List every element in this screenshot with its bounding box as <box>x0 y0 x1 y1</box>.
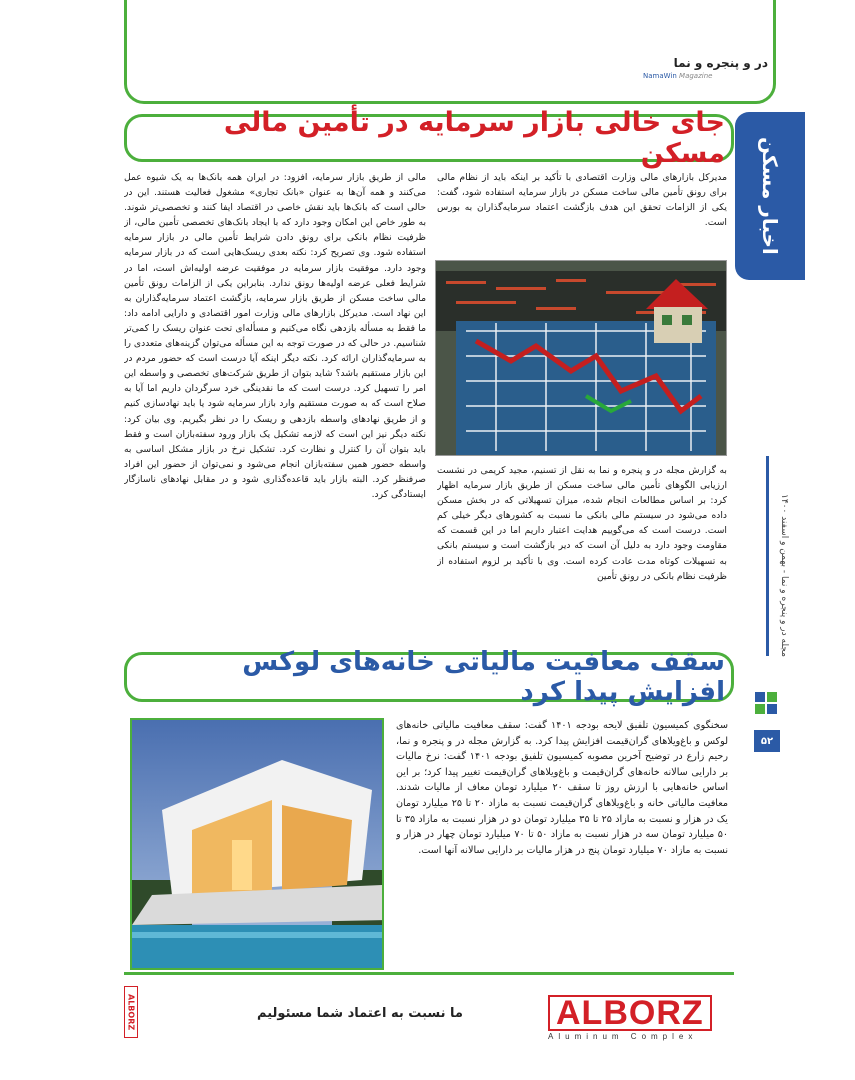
house-illustration <box>132 720 384 970</box>
footer-rule <box>124 972 734 975</box>
logo-sub-left: NamaWin <box>643 72 677 80</box>
logo-sub-right: Magazine <box>679 72 713 80</box>
magazine-mark-icon <box>753 690 779 716</box>
stock-market-chart-image <box>435 260 727 456</box>
footer-slogan: ما نسبت به اعتماد شما مسئولیم <box>257 1006 463 1021</box>
article2-body: سخنگوی کمیسیون تلفیق لایحه بودجه ۱۴۰۱ گفت: سقف معافیت مالیاتی خانه‌های لوکس و باغ‌ویلاهای گران‌قیمت افزایش پیدا کرد. به گزارش مجله در و پنجره و نما، رحیم زارع در توضیح آخرین مصوبه کمیسیون تلفیق بودجه ۱۴۰۱ گفت: نرخ مالیات بر دارایی سالانه خانه‌های گران‌قیمت و باغ‌ویلاهای گران‌قیمت تغییر پیدا کرد؛ بر این اساس خانه‌هایی با ارزش روز تا سقف ۲۰ میلیارد تومان معاف از مالیات شدند. معافیت مالیاتی خانه و باغ‌ویلاهای گران‌قیمت نسبت به مازاد ۲۰ تا ۲۵ میلیارد تومان یک در هزار و نسبت به مازاد ۲۵ تا ۳۵ میلیارد تومان دو در هزار نسبت به مازاد ۳۵ تا ۵۰ میلیارد تومان سه در هزار نسبت به مازاد ۵۰ تا ۷۰ میلیارد تومان چهار در هزار و نسبت به مازاد ۷۰ میلیارد تومان پنج در هزار مالیات بر دارایی سالانه آنها است. <box>396 720 728 856</box>
page-number: ۵۲ <box>754 730 780 752</box>
luxury-house-image <box>130 718 384 970</box>
alborz-brand: ALBORZ <box>548 995 712 1031</box>
alborz-logo <box>548 994 728 1041</box>
article1-left-column: مالی از طریق بازار سرمایه، افزود: در ایران همه بانک‌ها به یک شیوه عمل می‌کنند و همه آن‌ها به عنوان «بانک تجاری» مشغول فعالیت هستند. این در حالی است که بانک‌ها باید نقش خاصی در اقتصاد ایفا کنند و تخصصی‌تر شوند. به طور خاص این امکان وجود دارد که با ایجاد بانک‌های تخصصی تأمین مالی، از ظرفیت نظام بانکی برای رونق دادن شرایط تأمین مالی در بازار سرمایه استفاده شود. وی تصریح کرد: نکته بعدی ریسک‌هایی است که در بازار سرمایه وجود دارد. موفقیت بازار سرمایه در موفقیت عرضه اولیه‌اش است، اما در شرایط فعلی عرضه اولیه‌ها رونق ندارد. بنابراین یکی از الزامات رونق تأمین مالی ساخت مسکن از طریق بازار سرمایه، بازگشت اعتماد سرمایه‌گذاران به این نهاد است. مدیرکل بازارهای مالی وزارت امور اقتصادی و دارایی ادامه داد: ما فقط به مسأله بازدهی نگاه می‌کنیم و مسأله‌ای تحت عنوان ریسک را کمی‌تر شناسیم. در حالی که در صورت توجه به این مسأله می‌توان گزینه‌های متعددی را به سرمایه‌گذاران ارائه کرد. نکته دیگر اینکه آیا درست است که حضور مردم در این بازار مستقیم باشد؟ شاید بتوان از طریق شرکت‌های تخصصی و واسطه این امر را تسهیل کرد. درست است که ما نقدینگی خرد سرگردان داریم اما آیا به صلاح است که به صورت مستقیم وارد بازار سرمایه شود یا باید نهادسازی کنیم و از طریق نهادهای واسطه بازدهی و ریسک را در نظر بگیریم. وی بیان کرد: نکته دیگر نیز این است که لازمه تشکیل یک بازار ورود سفته‌بازان است و فقط باید بتوان آن را کنترل و نظارت کرد. تشکیل نرخ در بازار مشکل اساسی به واسطه حضور همین سفته‌بازان انجام می‌شود و نمی‌توان از حضور این افراد صرفنظر کرد. البته بازار باید قاعده‌گذاری شود و در مقابل نهادهای ناسازگار ایستادگی کرد. <box>124 172 426 500</box>
side-strip <box>766 456 769 656</box>
chart-illustration <box>436 261 727 456</box>
alborz-sub: Aluminum Complex <box>548 1032 698 1041</box>
top-frame <box>124 0 776 104</box>
article2-headline: سقف معافیت مالیاتی خانه‌های لوکس افزایش پیدا کرد <box>242 647 725 707</box>
article1-right-column: به گزارش مجله در و پنجره و نما به نقل از تسنیم، مجید کریمی در نشست ارزیابی الگوهای تأمین مالی ساخت مسکن از طریق بازار سرمایه اظهار کرد: بر اساس مطالعات انجام شده، میزان تسهیلاتی که در بخش مسکن داده می‌شود در سیستم مالی بانکی ما نسبت به کشورهای دیگر خیلی کم است. درست است که می‌گوییم هدایت اعتبار داریم اما در این قسمت که مقاومت وجود دارد به دلیل آن است که دیر بازگشت است و سیستم بانکی به تسهیلات کوتاه مدت عادت کرده است. وی با تأکید بر لزوم استفاده از ظرفیت نظام بانکی در رونق تأمین <box>437 465 727 582</box>
article1-headline: جای خالی بازار سرمایه در تأمین مالی مسکن <box>223 107 725 169</box>
magazine-logo <box>643 56 768 84</box>
issue-info: مجله در و پنجره و نما - بهمن و اسفند ۱۴۰۰ <box>779 493 789 657</box>
alborz-small-mark: ALBORZ <box>124 986 138 1038</box>
section-tab-label: اخبار مسکن <box>758 137 782 255</box>
logo-title: در و پنجره و نما <box>673 56 768 70</box>
article1-intro: مدیرکل بازارهای مالی وزارت اقتصادی با تأکید بر اینکه باید از نظام مالی برای رونق تأمین مالی ساخت مسکن در بازار سرمایه استفاده شود، گفت: یکی از الزامات تحقق این هدف بازگشت اعتماد سرمایه‌گذاران به بورس است. <box>437 172 727 229</box>
